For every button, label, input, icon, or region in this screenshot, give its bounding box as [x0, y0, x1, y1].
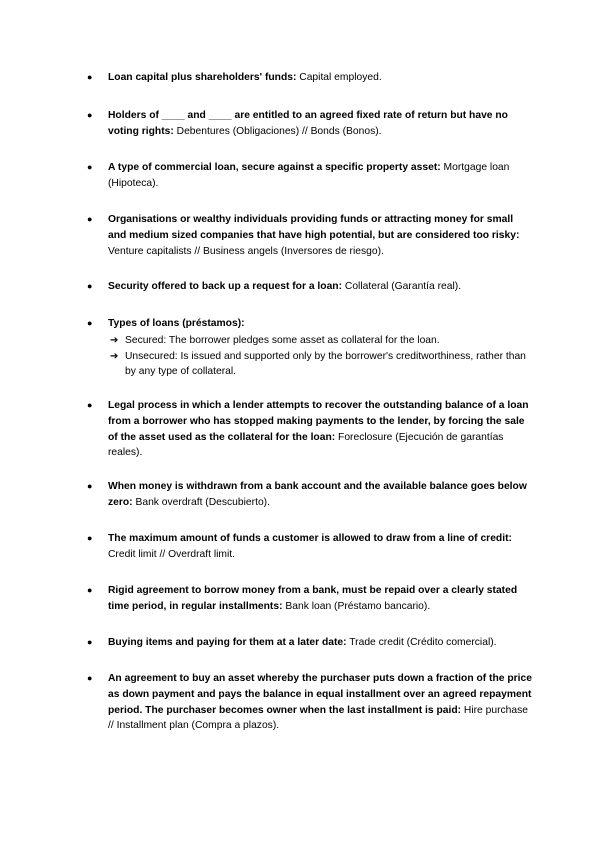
list-item [87, 108, 532, 140]
sub-item-text: Unsecured: Is issued and supported only by the borrower's creditworthiness, rather than by any type of collateral. [125, 350, 526, 378]
item-question: A type of commercial loan, secure against a specific property asset: [108, 162, 441, 173]
item-question: Organisations or wealthy individuals providing funds or attracting money for small and medium sized companies that have high potential, but are considered too risky: [108, 214, 520, 241]
bullet-icon: ● [87, 400, 93, 410]
item-question: Loan capital plus shareholders' funds: [108, 72, 297, 83]
bullet-icon: ● [87, 162, 93, 172]
item-question: When money is withdrawn from a bank account and the available balance goes below zero: [108, 481, 527, 508]
list-item [87, 279, 532, 295]
arrow-right-icon: ➔ [110, 334, 119, 346]
item-question: Types of loans (préstamos): [108, 318, 245, 329]
item-answer: Venture capitalists // Business angels (Inversores de riesgo). [108, 245, 384, 257]
item-answer: Mortgage loan (Hipoteca). [108, 162, 510, 189]
list-item [87, 635, 532, 651]
list-item [87, 398, 532, 461]
list-item [87, 583, 532, 615]
item-answer: Trade credit (Crédito comercial). [346, 637, 497, 648]
item-question: An agreement to buy an asset whereby the purchaser puts down a fraction of the price as down payment and pays the balance in equal installment over an agreed repayment period. The purchaser becomes owner when the last installment is paid: [108, 673, 532, 716]
item-question: Holders of ____ and ____ are entitled to an agreed fixed rate of return but have no voting rights: [108, 110, 508, 137]
bullet-icon: ● [87, 481, 93, 491]
list-item [87, 316, 532, 380]
item-answer: Debentures (Obligaciones) // Bonds (Bonos). [173, 125, 382, 137]
bullet-icon: ● [87, 214, 93, 224]
item-question: Buying items and paying for them at a later date: [108, 637, 347, 648]
sub-item-text: Secured: The borrower pledges some asset as collateral for the loan. [125, 334, 440, 346]
item-answer: Credit limit // Overdraft limit. [108, 548, 236, 560]
list-item [87, 212, 532, 259]
item-answer: Bank overdraft (Descubierto). [132, 496, 270, 508]
item-answer: Bank loan (Préstamo bancario). [282, 600, 431, 612]
bullet-icon: ● [87, 673, 93, 683]
bullet-icon: ● [87, 533, 93, 543]
item-answer: Collateral (Garantía real). [342, 281, 462, 292]
bullet-icon: ● [87, 281, 93, 291]
item-answer: Hire purchase // Installment plan (Compra a plazos). [108, 704, 529, 732]
item-answer: Foreclosure (Ejecución de garantías reales). [108, 431, 504, 459]
list-item [87, 479, 532, 511]
list-item [87, 531, 532, 563]
bullet-icon: ● [87, 110, 93, 120]
item-question: Security offered to back up a request for a loan: [108, 281, 343, 292]
bullet-icon: ● [87, 637, 93, 647]
list-item [87, 70, 532, 86]
item-answer: Capital employed. [296, 72, 382, 83]
sub-list-item [108, 333, 532, 349]
sub-list-item [108, 349, 532, 381]
bullet-icon: ● [87, 72, 93, 82]
list-item [87, 671, 532, 734]
bullet-icon: ● [87, 318, 93, 328]
item-question: Rigid agreement to borrow money from a bank, must be repaid over a clearly stated time period, in regular installments: [108, 585, 518, 612]
list-item [87, 160, 532, 192]
arrow-right-icon: ➔ [110, 350, 119, 362]
item-question: Legal process in which a lender attempts to recover the outstanding balance of a loan from a borrower who has stopped making payments to the lender, by forcing the sale of the asset used as the collateral for the loan: [108, 400, 529, 443]
sub-list [108, 333, 532, 380]
item-question: The maximum amount of funds a customer is allowed to draw from a line of credit: [108, 533, 512, 544]
bullet-icon: ● [87, 585, 93, 595]
